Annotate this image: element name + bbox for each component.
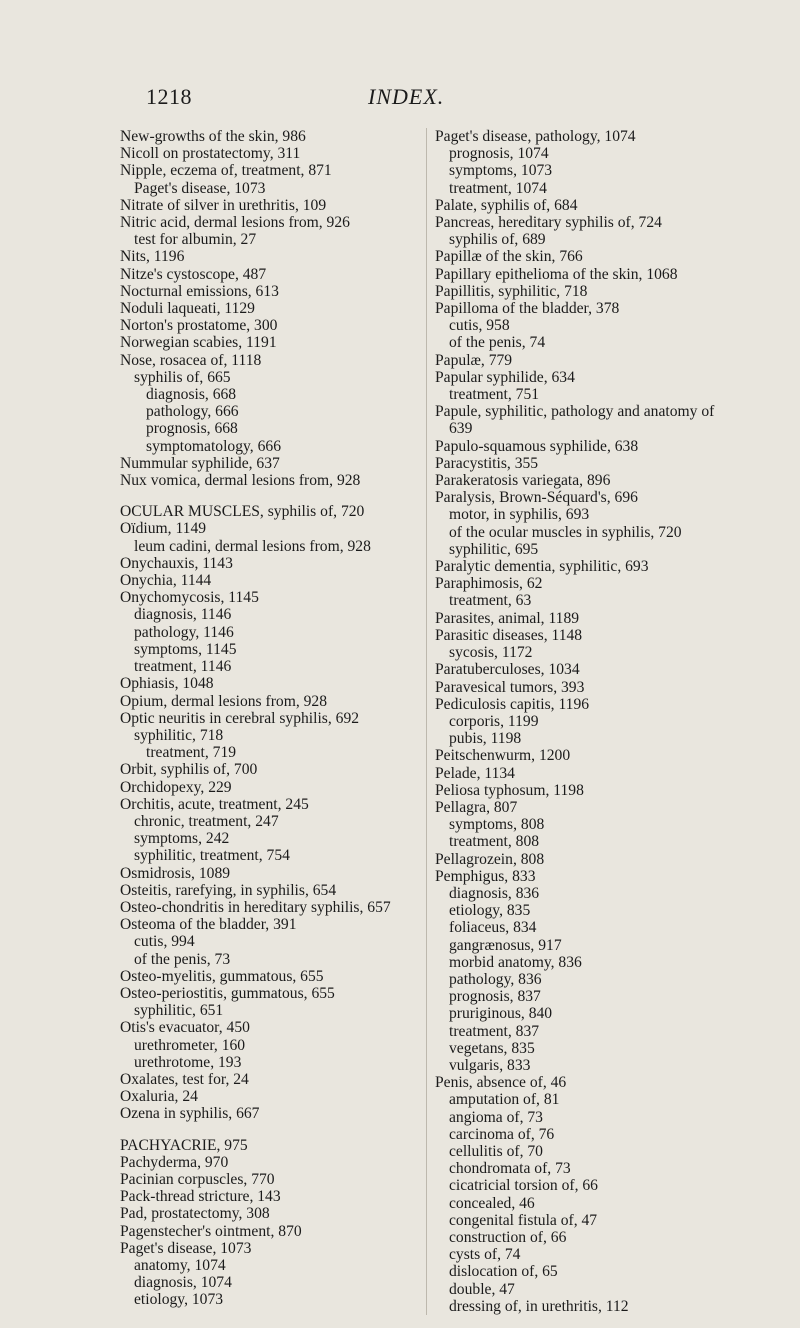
index-entry: of the penis, 74 <box>449 334 546 352</box>
index-entry: Pacinian corpuscles, 770 <box>120 1170 275 1188</box>
index-entry: Paraphimosis, 62 <box>435 575 543 593</box>
index-entry: Osteo-myelitis, gummatous, 655 <box>120 967 324 985</box>
index-entry: pruriginous, 840 <box>449 1005 553 1023</box>
page-number: 1218 <box>146 84 192 109</box>
index-entry: PACHYACRIE, 975 <box>120 1136 248 1154</box>
index-entry: treatment, 1074 <box>449 179 547 197</box>
index-entry: pathology, 666 <box>146 403 239 421</box>
index-entry: treatment, 719 <box>146 744 237 762</box>
index-entry: Nitrate of silver in urethritis, 109 <box>120 196 327 214</box>
index-entry: construction of, 66 <box>449 1229 567 1246</box>
index-entry: vegetans, 835 <box>449 1039 535 1057</box>
index-entry: Nits, 1196 <box>120 248 185 266</box>
index-entry: Nicoll on prostatectomy, 311 <box>120 145 301 163</box>
index-entry: anatomy, 1074 <box>134 1257 226 1274</box>
index-entry: 639 <box>449 420 473 438</box>
index-entry: Noduli laqueati, 1129 <box>120 300 255 318</box>
index-entry: symptomatology, 666 <box>146 437 281 455</box>
index-entry: Paralytic dementia, syphilitic, 693 <box>435 558 649 576</box>
index-entry: Nose, rosacea of, 1118 <box>120 351 262 369</box>
index-entry: treatment, 751 <box>449 386 540 404</box>
index-entry: Paget's disease, 1073 <box>134 179 266 197</box>
index-entry: test for albumin, 27 <box>134 231 257 249</box>
index-entry: syphilitic, 651 <box>134 1002 224 1020</box>
index-entry: Papule, syphilitic, pathology and anatomy of <box>435 403 715 421</box>
index-entry: Pemphigus, 833 <box>435 867 536 885</box>
index-entry: Ozena in syphilis, 667 <box>120 1105 260 1123</box>
index-entry: Parakeratosis variegata, 896 <box>435 472 611 490</box>
index-entry: syphilis of, 689 <box>449 231 546 249</box>
index-entry: Paget's disease, pathology, 1074 <box>435 128 636 145</box>
index-entry: prognosis, 1074 <box>449 145 549 163</box>
index-entry: Optic neuritis in cerebral syphilis, 692 <box>120 709 360 727</box>
index-entry: prognosis, 837 <box>449 988 541 1006</box>
index-entry: Parasites, animal, 1189 <box>435 609 580 627</box>
index-entry: Parasitic diseases, 1148 <box>435 626 583 644</box>
index-entry: syphilitic, treatment, 754 <box>134 847 290 865</box>
index-entry: diagnosis, 668 <box>146 386 237 404</box>
index-entry: Otis's evacuator, 450 <box>120 1019 250 1037</box>
index-entry: diagnosis, 1146 <box>134 606 232 624</box>
index-entry: cicatricial torsion of, 66 <box>449 1177 598 1195</box>
index-entry: Ophiasis, 1048 <box>120 675 214 693</box>
index-entry: symptoms, 242 <box>134 830 230 848</box>
index-entry: Pancreas, hereditary syphilis of, 724 <box>435 214 662 232</box>
index-entry: Nux vomica, dermal lesions from, 928 <box>120 472 361 490</box>
index-entry: Nitze's cystoscope, 487 <box>120 265 267 283</box>
index-column-right <box>426 128 730 1315</box>
index-entry: OCULAR MUSCLES, syphilis of, 720 <box>120 503 365 521</box>
index-entry: congenital fistula of, 47 <box>449 1211 598 1229</box>
index-entry: morbid anatomy, 836 <box>449 953 582 971</box>
index-entry: symptoms, 1073 <box>449 162 553 180</box>
index-entry: Nipple, eczema of, treatment, 871 <box>120 162 332 180</box>
index-entry: Orchidopexy, 229 <box>120 778 232 796</box>
index-entry: Pediculosis capitis, 1196 <box>435 695 590 713</box>
index-entry: Nocturnal emissions, 613 <box>120 282 279 300</box>
index-entry: cutis, 958 <box>449 317 510 335</box>
index-entry: chondromata of, 73 <box>449 1160 571 1178</box>
index-entry: Paracystitis, 355 <box>435 454 539 472</box>
index-entry: Pellagra, 807 <box>435 798 518 816</box>
page-title: INDEX. <box>368 84 445 109</box>
index-entry: pubis, 1198 <box>449 730 522 748</box>
index-entry: Osteitis, rarefying, in syphilis, 654 <box>120 881 337 899</box>
index-entry: Pad, prostatectomy, 308 <box>120 1205 270 1223</box>
index-entry: treatment, 63 <box>449 592 532 610</box>
index-entry: Onychauxis, 1143 <box>120 554 233 572</box>
index-entry: Papulæ, 779 <box>435 351 513 369</box>
index-entry: Penis, absence of, 46 <box>435 1074 567 1092</box>
index-entry: Orbit, syphilis of, 700 <box>120 761 258 779</box>
index-entry: syphilis of, 665 <box>134 368 231 386</box>
index-entry: amputation of, 81 <box>449 1091 560 1109</box>
index-entry: Pachyderma, 970 <box>120 1153 229 1171</box>
index-entry: prognosis, 668 <box>146 420 238 438</box>
index-entry: chronic, treatment, 247 <box>134 812 279 830</box>
index-entry: gangrænosus, 917 <box>449 936 562 954</box>
index-entry: Norwegian scabies, 1191 <box>120 334 277 352</box>
index-entry: syphilitic, 718 <box>134 726 224 744</box>
index-entry: treatment, 808 <box>449 833 540 851</box>
index-entry: Oïdium, 1149 <box>120 520 207 538</box>
index-entry: leum cadini, dermal lesions from, 928 <box>134 537 371 555</box>
index-entry: treatment, 1146 <box>134 658 232 676</box>
index-entry: Peitschenwurm, 1200 <box>435 747 571 765</box>
index-entry: cellulitis of, 70 <box>449 1142 543 1160</box>
index-entry: syphilitic, 695 <box>449 540 539 558</box>
index-entry: dislocation of, 65 <box>449 1263 558 1281</box>
index-entry: foliaceus, 834 <box>449 919 537 937</box>
index-entry: symptoms, 808 <box>449 816 545 834</box>
index-entry: motor, in syphilis, 693 <box>449 506 590 524</box>
index-entry: etiology, 835 <box>449 902 531 920</box>
index-entry: of the ocular muscles in syphilis, 720 <box>449 523 682 541</box>
index-entry: pathology, 1146 <box>134 623 234 641</box>
index-entry: Papillitis, syphilitic, 718 <box>435 282 588 300</box>
index-entry: Nummular syphilide, 637 <box>120 454 280 472</box>
index-entry: Papillæ of the skin, 766 <box>435 248 583 266</box>
index-entry: Pellagrozein, 808 <box>435 850 545 868</box>
index-entry: Onychomycosis, 1145 <box>120 589 259 607</box>
index-entry: Paget's disease, 1073 <box>120 1239 252 1257</box>
index-entry: Papular syphilide, 634 <box>435 368 575 386</box>
index-entry: angioma of, 73 <box>449 1108 543 1126</box>
index-entry: double, 47 <box>449 1280 515 1298</box>
index-entry: Papillary epithelioma of the skin, 1068 <box>435 265 678 283</box>
index-entry: Osmidrosis, 1089 <box>120 864 231 882</box>
index-entry: Paralysis, Brown-Séquard's, 696 <box>435 489 638 507</box>
index-entry: Oxalates, test for, 24 <box>120 1070 249 1088</box>
index-entry: corporis, 1199 <box>449 712 539 730</box>
index-entry: cutis, 994 <box>134 933 195 951</box>
index-entry: concealed, 46 <box>449 1194 535 1212</box>
index-entry: Opium, dermal lesions from, 928 <box>120 692 328 710</box>
index-entry: Pelade, 1134 <box>435 764 515 782</box>
index-entry: Paratuberculoses, 1034 <box>435 661 580 679</box>
index-entry: symptoms, 1145 <box>134 640 237 658</box>
index-entry: Oxaluria, 24 <box>120 1088 198 1106</box>
index-entry: treatment, 837 <box>449 1022 540 1040</box>
index-entry: Norton's prostatome, 300 <box>120 317 278 335</box>
index-entry: Pack-thread stricture, 143 <box>120 1188 281 1206</box>
index-entry: Onychia, 1144 <box>120 572 212 590</box>
index-entry: sycosis, 1172 <box>449 644 533 662</box>
index-entry: Nitric acid, dermal lesions from, 926 <box>120 214 350 232</box>
index-entry: Palate, syphilis of, 684 <box>435 196 578 214</box>
index-entry: Osteoma of the bladder, 391 <box>120 916 297 934</box>
index-entry: Papilloma of the bladder, 378 <box>435 300 620 318</box>
index-entry: Pagenstecher's ointment, 870 <box>120 1222 302 1240</box>
index-entry: pathology, 836 <box>449 970 542 988</box>
index-entry: cysts of, 74 <box>449 1246 521 1264</box>
index-entry: Osteo-chondritis in hereditary syphilis, 657 <box>120 898 391 916</box>
index-entry: vulgaris, 833 <box>449 1056 531 1074</box>
index-column-left <box>120 128 405 1309</box>
index-entry: urethrotome, 193 <box>134 1053 242 1071</box>
index-entry: Orchitis, acute, treatment, 245 <box>120 795 309 813</box>
index-entry: Osteo-periostitis, gummatous, 655 <box>120 984 335 1002</box>
index-entry: Paravesical tumors, 393 <box>435 678 585 696</box>
index-entry: New-growths of the skin, 986 <box>120 128 306 145</box>
index-entry: carcinoma of, 76 <box>449 1125 555 1143</box>
index-entry: diagnosis, 836 <box>449 884 540 902</box>
index-entry: urethrometer, 160 <box>134 1036 246 1054</box>
index-entry: Papulo-squamous syphilide, 638 <box>435 437 639 455</box>
index-entry: Peliosa typhosum, 1198 <box>435 781 584 799</box>
index-entry: dressing of, in urethritis, 112 <box>449 1297 629 1315</box>
index-entry: of the penis, 73 <box>134 950 231 968</box>
index-entry: diagnosis, 1074 <box>134 1274 232 1292</box>
index-entry: etiology, 1073 <box>134 1291 224 1309</box>
